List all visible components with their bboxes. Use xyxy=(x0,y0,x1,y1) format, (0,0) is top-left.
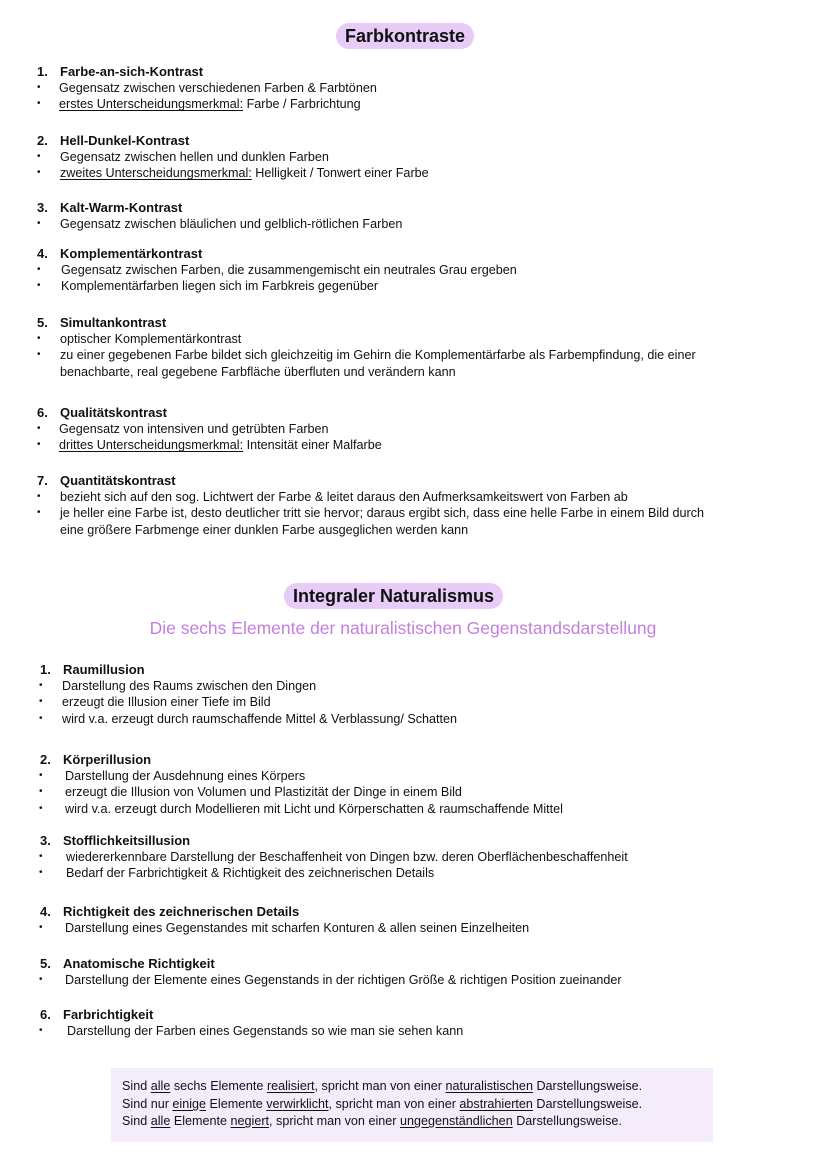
naturalismus-section-1 xyxy=(0,662,800,727)
section-heading xyxy=(0,133,800,149)
section-heading xyxy=(0,200,800,216)
bullet-icon: • xyxy=(37,333,41,344)
bullet-text xyxy=(60,149,329,165)
text-run: Darstellung des Raums zwischen den Dingen xyxy=(62,679,317,693)
text-run: Darstellungsweise. xyxy=(532,1079,643,1093)
bullet-line: zu einer gegebenen Farbe bildet sich gleichzeitig im Gehirn die Komplementärfarbe als Farbempfindung, die einer xyxy=(60,348,696,363)
text-run: , spricht man von einer xyxy=(328,1097,460,1111)
bullet-text xyxy=(60,505,704,538)
section-number: 7. xyxy=(37,473,48,488)
text-run: bezieht sich auf den sog. Lichtwert der Farbe & leitet daraus den Aufmerksamkeitswert von Farben ab xyxy=(60,490,628,504)
bullet-text xyxy=(62,678,316,694)
underlined-text: alle xyxy=(150,1114,171,1128)
bullet-item xyxy=(0,437,800,453)
bullet-icon: • xyxy=(37,280,41,292)
section-number: 6. xyxy=(37,405,48,420)
section-number: 6. xyxy=(40,1007,51,1022)
text-run: , spricht man von einer xyxy=(314,1079,446,1093)
bullet-text xyxy=(65,768,305,784)
underlined-text: abstrahierten xyxy=(459,1097,533,1111)
summary-box xyxy=(111,1068,713,1142)
section-heading xyxy=(0,662,800,678)
bullet-item xyxy=(0,972,800,988)
bullet-item xyxy=(0,165,800,181)
bullet-item xyxy=(0,149,800,165)
bullet-item xyxy=(0,216,800,232)
naturalismus-section-4 xyxy=(0,904,800,936)
bullet-text xyxy=(61,278,378,294)
text-run: wiedererkennbare Darstellung der Beschaffenheit von Dingen bzw. deren Oberflächenbeschaffenheit xyxy=(66,850,628,864)
text-run: erzeugt die Illusion einer Tiefe im Bild xyxy=(62,695,271,710)
text-run: Darstellungsweise. xyxy=(532,1097,643,1111)
section-heading xyxy=(0,752,800,768)
farbkontrast-section-4 xyxy=(0,246,800,295)
section-title: Körperillusion xyxy=(63,752,152,767)
bullet-item xyxy=(0,262,800,278)
bullet-icon: • xyxy=(39,712,43,724)
section-number: 3. xyxy=(40,833,51,848)
bullet-icon: • xyxy=(37,423,41,434)
underlined-text: einige xyxy=(172,1097,207,1111)
text-run: Sind xyxy=(122,1114,151,1128)
bullet-text xyxy=(65,972,622,988)
text-run: Sind xyxy=(122,1079,151,1093)
bullet-item xyxy=(0,801,800,817)
bullet-item xyxy=(0,865,800,881)
bullet-text xyxy=(66,865,434,881)
bullet-item xyxy=(0,421,800,437)
bullet-item xyxy=(0,347,800,380)
text-run: Darstellung der Elemente eines Gegenstands in der richtigen Größe & richtigen Position zueinander xyxy=(65,973,622,987)
section-title: Raumillusion xyxy=(63,662,145,677)
bullet-item xyxy=(0,80,800,96)
section-number: 1. xyxy=(37,64,48,79)
section-title: Farbe-an-sich-Kontrast xyxy=(60,64,204,79)
bullet-line: je heller eine Farbe ist, desto deutlicher tritt sie hervor; daraus ergibt sich, dass eine helle Farbe in einem Bild durch xyxy=(60,506,705,521)
bullet-item xyxy=(0,920,800,936)
section-heading xyxy=(0,956,800,972)
bullet-item xyxy=(0,278,800,294)
section-heading xyxy=(0,246,800,262)
bullet-icon: • xyxy=(37,507,41,519)
bullet-icon: • xyxy=(39,680,43,691)
bullet-icon: • xyxy=(37,167,41,179)
bullet-item xyxy=(0,505,800,538)
bullet-item xyxy=(0,711,800,727)
text-run: Darstellung eines Gegenstandes mit scharfen Konturen & allen seinen Einzelheiten xyxy=(65,921,530,935)
bullet-icon: • xyxy=(37,218,41,229)
text-run: Elemente xyxy=(206,1097,267,1111)
bullet-icon: • xyxy=(39,696,43,708)
text-run: Farbe / Farbrichtung xyxy=(243,97,361,112)
bullet-line: benachbarte, real gegebene Farbfläche überfluten und verändern kann xyxy=(60,364,456,379)
farbkontrast-section-1 xyxy=(0,64,800,113)
underlined-text: erstes Unterscheidungsmerkmal: xyxy=(59,97,244,112)
section-title: Hell-Dunkel-Kontrast xyxy=(60,133,190,148)
text-run: optischer Komplementärkontrast xyxy=(60,332,242,346)
text-run: Intensität einer Malfarbe xyxy=(243,438,382,453)
bullet-item xyxy=(0,784,800,800)
underlined-text: alle xyxy=(150,1079,171,1093)
section-number: 5. xyxy=(40,956,51,971)
bullet-text xyxy=(60,331,241,347)
section-heading xyxy=(0,833,800,849)
text-run: Gegensatz zwischen bläulichen und gelblich-rötlichen Farben xyxy=(60,217,403,231)
bullet-icon: • xyxy=(37,151,41,162)
bullet-item xyxy=(0,694,800,710)
text-run: Gegensatz zwischen verschiedenen Farben & Farbtönen xyxy=(59,81,377,95)
bullet-text xyxy=(59,437,382,453)
farbkontrast-section-5 xyxy=(0,315,800,380)
bullet-icon: • xyxy=(37,439,41,451)
bullet-item xyxy=(0,1023,800,1039)
farbkontrast-section-2 xyxy=(0,133,800,182)
farbkontrast-section-3 xyxy=(0,200,800,232)
text-run: Elemente xyxy=(170,1114,231,1128)
section-heading xyxy=(0,315,800,331)
bullet-text xyxy=(62,694,271,710)
section-number: 5. xyxy=(37,315,48,330)
section-number: 1. xyxy=(40,662,51,677)
section-title: Farbrichtigkeit xyxy=(63,1007,154,1022)
bullet-icon: • xyxy=(39,786,43,798)
bullet-text xyxy=(60,489,628,505)
underlined-text: ungegenständlichen xyxy=(399,1114,513,1128)
text-run: sechs Elemente xyxy=(170,1079,267,1093)
section-heading xyxy=(0,64,800,80)
bullet-icon: • xyxy=(37,82,41,93)
text-run: Gegensatz zwischen hellen und dunklen Farben xyxy=(60,150,329,164)
bullet-icon: • xyxy=(39,1025,43,1036)
subtitle-naturalismus: Die sechs Elemente der naturalistischen Gegenstandsdarstellung xyxy=(149,618,657,638)
bullet-item xyxy=(0,96,800,112)
naturalismus-section-2 xyxy=(0,752,800,817)
section-number: 4. xyxy=(40,904,51,919)
bullet-text xyxy=(59,80,377,96)
bullet-item xyxy=(0,489,800,505)
text-run: Darstellung der Farben eines Gegenstands so wie man sie sehen kann xyxy=(67,1024,464,1038)
section-title: Anatomische Richtigkeit xyxy=(63,956,215,971)
summary-line xyxy=(122,1078,642,1094)
bullet-item xyxy=(0,768,800,784)
bullet-text xyxy=(65,920,529,936)
section-heading xyxy=(0,405,800,421)
bullet-icon: • xyxy=(37,98,41,110)
bullet-item xyxy=(0,678,800,694)
text-run: erzeugt die Illusion von Volumen und Plastizität der Dinge in einem Bild xyxy=(65,785,462,800)
bullet-text xyxy=(65,801,563,817)
bullet-line: eine größere Farbmenge einer dunklen Farbe ausgeglichen werden kann xyxy=(60,522,469,537)
bullet-item xyxy=(0,331,800,347)
bullet-icon: • xyxy=(39,922,43,933)
title-integraler-naturalismus: Integraler Naturalismus xyxy=(284,583,503,609)
section-heading xyxy=(0,1007,800,1023)
section-heading xyxy=(0,473,800,489)
bullet-text xyxy=(65,784,462,800)
bullet-icon: • xyxy=(37,491,41,502)
section-title: Kalt-Warm-Kontrast xyxy=(60,200,183,215)
underlined-text: naturalistischen xyxy=(445,1079,533,1093)
text-run: , spricht man von einer xyxy=(269,1114,400,1128)
underlined-text: zweites Unterscheidungsmerkmal: xyxy=(60,166,252,181)
section-title: Simultankontrast xyxy=(60,315,167,330)
section-title: Komplementärkontrast xyxy=(60,246,203,261)
text-run: Sind nur xyxy=(122,1097,173,1111)
text-run: Bedarf der Farbrichtigkeit & Richtigkeit des zeichnerischen Details xyxy=(66,866,435,881)
summary-line xyxy=(122,1113,622,1129)
text-run: wird v.a. erzeugt durch Modellieren mit Licht und Körperschatten & raumschaffende Mittel xyxy=(65,801,563,816)
text-run: Gegensatz zwischen Farben, die zusammengemischt ein neutrales Grau ergeben xyxy=(61,263,517,277)
section-number: 2. xyxy=(37,133,48,148)
text-run: Darstellung der Ausdehnung eines Körpers xyxy=(65,769,306,783)
bullet-icon: • xyxy=(39,867,43,879)
section-number: 2. xyxy=(40,752,51,767)
farbkontrast-section-7 xyxy=(0,473,800,538)
bullet-text xyxy=(60,216,402,232)
bullet-text xyxy=(60,165,429,181)
text-run: Komplementärfarben liegen sich im Farbkreis gegenüber xyxy=(61,279,379,294)
underlined-text: negiert xyxy=(230,1114,270,1128)
section-title: Richtigkeit des zeichnerischen Details xyxy=(63,904,300,919)
bullet-text xyxy=(59,421,329,437)
bullet-text xyxy=(66,849,628,865)
section-title: Stofflichkeitsillusion xyxy=(63,833,191,848)
underlined-text: verwirklicht xyxy=(266,1097,329,1111)
bullet-text xyxy=(61,262,517,278)
text-run: Helligkeit / Tonwert einer Farbe xyxy=(251,166,429,181)
section-number: 4. xyxy=(37,246,48,261)
bullet-icon: • xyxy=(39,974,43,985)
naturalismus-section-6 xyxy=(0,1007,800,1039)
bullet-text xyxy=(59,96,361,112)
bullet-text xyxy=(62,711,457,727)
bullet-icon: • xyxy=(37,264,41,275)
naturalismus-section-3 xyxy=(0,833,800,882)
farbkontrast-section-6 xyxy=(0,405,800,454)
underlined-text: drittes Unterscheidungsmerkmal: xyxy=(59,438,244,453)
naturalismus-section-5 xyxy=(0,956,800,988)
section-heading xyxy=(0,904,800,920)
title-farbkontraste: Farbkontraste xyxy=(336,23,474,49)
text-run: wird v.a. erzeugt durch raumschaffende Mittel & Verblassung/ Schatten xyxy=(62,711,458,726)
section-title: Quantitätskontrast xyxy=(60,473,176,488)
section-number: 3. xyxy=(37,200,48,215)
bullet-icon: • xyxy=(37,349,41,361)
text-run: Darstellungsweise. xyxy=(512,1114,622,1128)
underlined-text: realisiert xyxy=(266,1079,315,1093)
bullet-text xyxy=(67,1023,463,1039)
bullet-icon: • xyxy=(39,802,43,814)
summary-line xyxy=(122,1096,642,1112)
bullet-text xyxy=(60,347,696,380)
bullet-icon: • xyxy=(39,851,43,862)
bullet-icon: • xyxy=(39,770,43,781)
bullet-item xyxy=(0,849,800,865)
text-run: Gegensatz von intensiven und getrübten Farben xyxy=(59,422,329,436)
section-title: Qualitätskontrast xyxy=(60,405,167,420)
